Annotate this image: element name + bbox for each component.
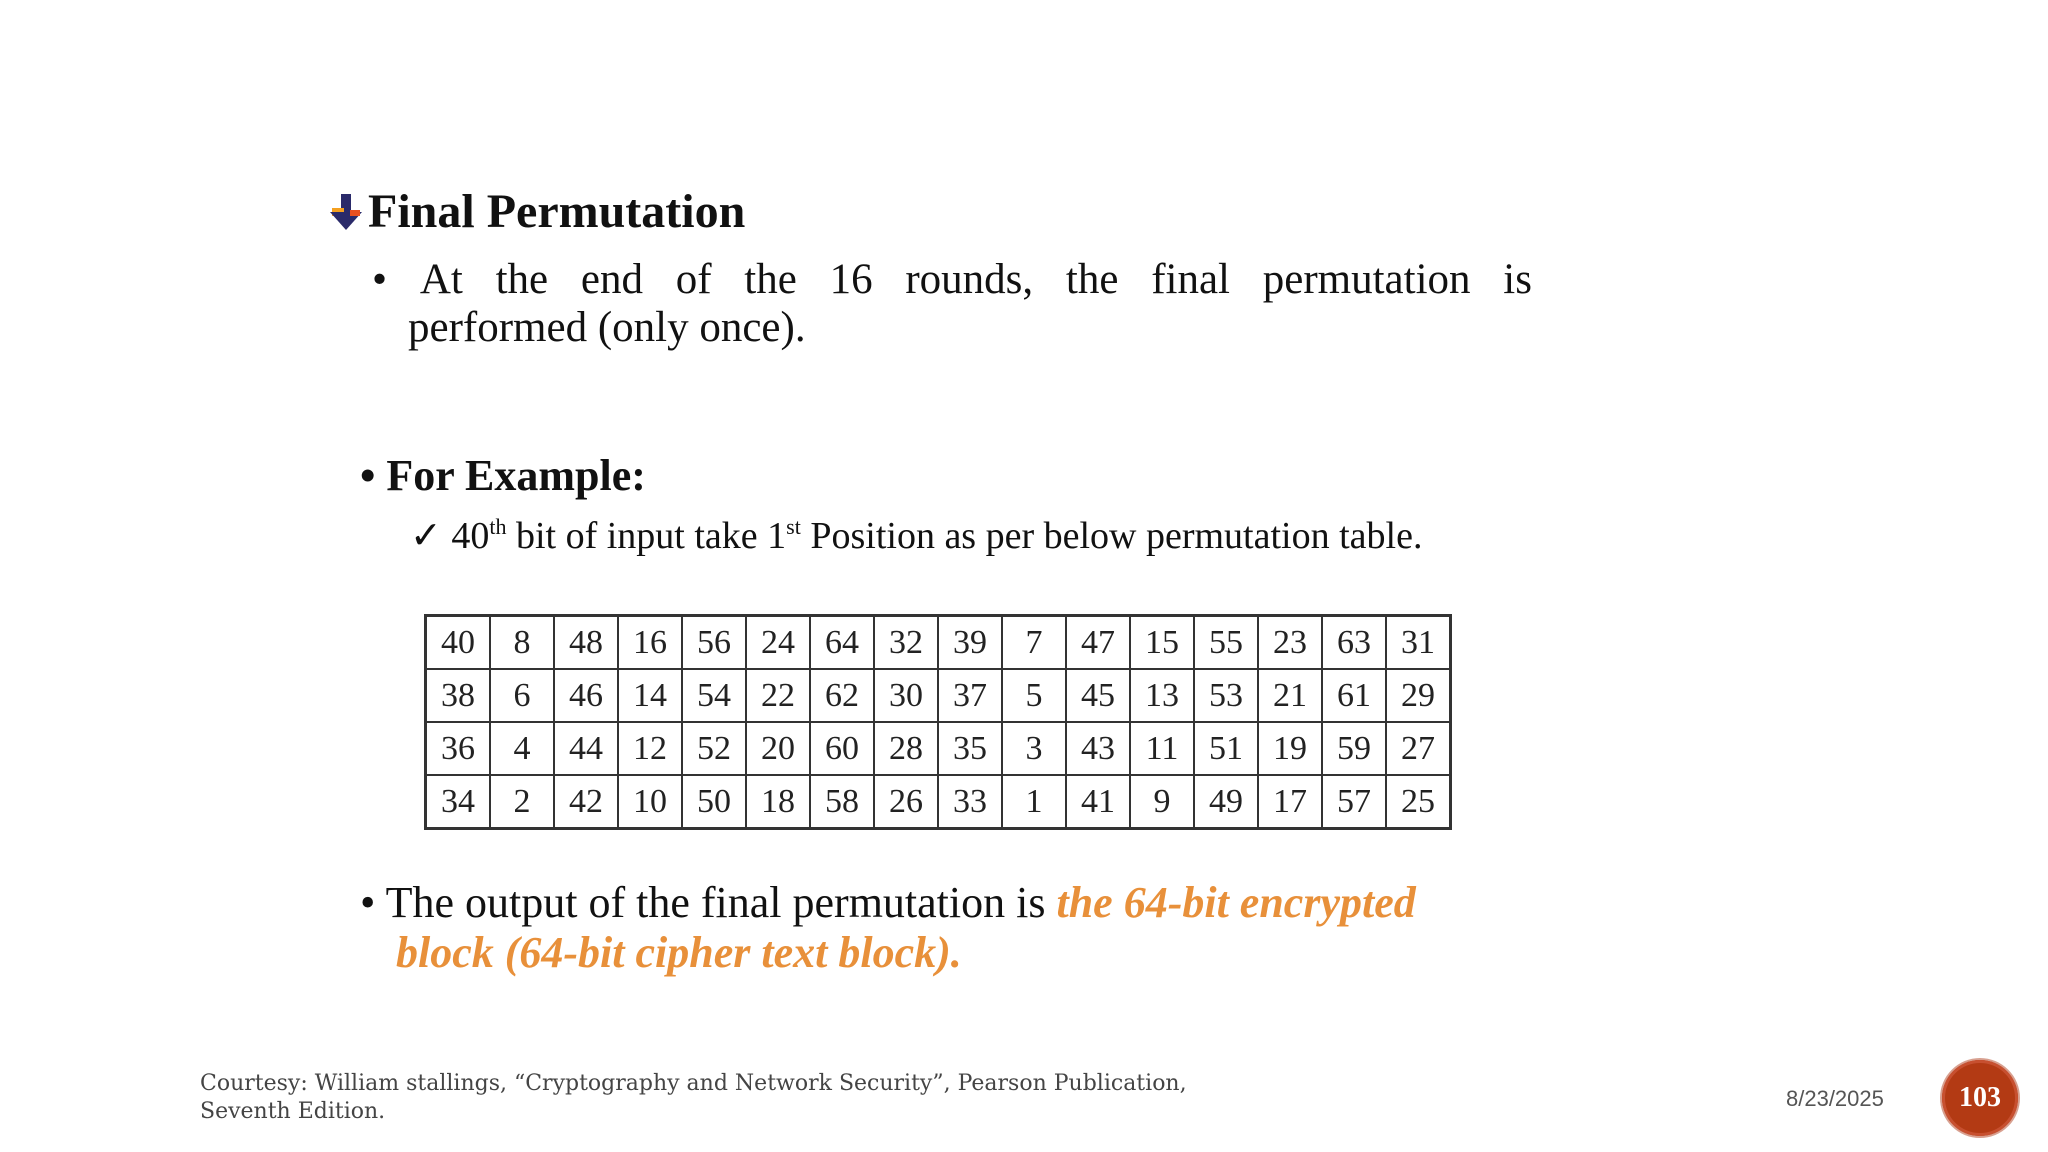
table-row: [426, 616, 1451, 670]
table-cell: 19: [1258, 722, 1322, 775]
example-num: 40: [451, 515, 490, 557]
table-cell: 43: [1066, 722, 1130, 775]
table-cell: 14: [618, 669, 682, 722]
example-sup-th: th: [489, 514, 507, 539]
bullet-rounds-word: permutation: [1262, 256, 1471, 303]
bullet-dot: •: [360, 451, 376, 500]
table-cell: 40: [426, 616, 491, 670]
table-cell: 9: [1130, 775, 1194, 829]
table-cell: 34: [426, 775, 491, 829]
table-cell: 24: [746, 616, 810, 670]
bullet-dot: •: [372, 256, 388, 303]
table-cell: 60: [810, 722, 874, 775]
table-cell: 29: [1386, 669, 1451, 722]
table-cell: 16: [618, 616, 682, 670]
output-highlight-2: block (64-bit cipher text block).: [396, 928, 962, 977]
table-cell: 28: [874, 722, 938, 775]
example-mid: bit of input take 1: [506, 515, 787, 557]
table-cell: 55: [1194, 616, 1258, 670]
example-sup-st: st: [786, 514, 801, 539]
table-cell: 1: [1002, 775, 1066, 829]
table-cell: 61: [1322, 669, 1386, 722]
table-cell: 8: [490, 616, 554, 670]
table-cell: 52: [682, 722, 746, 775]
bullet-rounds-word: is: [1503, 256, 1532, 303]
table-cell: 31: [1386, 616, 1451, 670]
output-plain-text: The output of the final permutation is: [385, 878, 1057, 927]
bullet-rounds: [372, 256, 1532, 352]
table-cell: 15: [1130, 616, 1194, 670]
table-cell: 27: [1386, 722, 1451, 775]
table-cell: 54: [682, 669, 746, 722]
bullet-output-line1: [360, 878, 1540, 928]
table-cell: 13: [1130, 669, 1194, 722]
for-example-label: For Example:: [386, 451, 646, 500]
table-cell: 3: [1002, 722, 1066, 775]
table-cell: 32: [874, 616, 938, 670]
table-cell: 63: [1322, 616, 1386, 670]
table-row: [426, 669, 1451, 722]
table-cell: 7: [1002, 616, 1066, 670]
table-cell: 26: [874, 775, 938, 829]
permutation-table: [424, 614, 1452, 830]
table-cell: 64: [810, 616, 874, 670]
table-row: [426, 775, 1451, 829]
table-cell: 36: [426, 722, 491, 775]
bullet-output-line2: [360, 928, 1540, 978]
table-cell: 30: [874, 669, 938, 722]
table-cell: 12: [618, 722, 682, 775]
table-cell: 10: [618, 775, 682, 829]
table-cell: 39: [938, 616, 1002, 670]
courtesy-line-1: Courtesy: William stallings, “Cryptography and Network Security”, Pearson Publication,: [200, 1071, 1187, 1096]
table-cell: 5: [1002, 669, 1066, 722]
table-cell: 18: [746, 775, 810, 829]
bullet-rounds-word: the: [744, 256, 797, 303]
page-number-badge: [1942, 1060, 2018, 1136]
page-number: 103: [1959, 1082, 2001, 1113]
example-check-item: [410, 508, 1422, 564]
bullet-rounds-word: 16: [829, 256, 873, 303]
heading-text: Final Permutation: [368, 185, 746, 238]
output-highlight-1: the 64-bit encrypted: [1056, 878, 1416, 927]
table-cell: 35: [938, 722, 1002, 775]
table-cell: 4: [490, 722, 554, 775]
courtesy-note: [200, 1070, 1200, 1126]
bullet-rounds-word: the: [495, 256, 549, 303]
table-cell: 20: [746, 722, 810, 775]
table-cell: 17: [1258, 775, 1322, 829]
bullet-rounds-line2: performed (only once).: [408, 304, 806, 351]
down-arrow-bullet-icon: [328, 188, 364, 236]
table-cell: 51: [1194, 722, 1258, 775]
table-cell: 47: [1066, 616, 1130, 670]
table-cell: 44: [554, 722, 618, 775]
table-cell: 50: [682, 775, 746, 829]
table-cell: 37: [938, 669, 1002, 722]
bullet-dot: •: [360, 878, 376, 927]
bullet-for-example: [360, 448, 646, 504]
table-cell: 22: [746, 669, 810, 722]
bullet-rounds-word: the: [1065, 256, 1119, 303]
table-cell: 48: [554, 616, 618, 670]
example-end: Position as per below permutation table.: [800, 515, 1423, 557]
bullet-rounds-word: final: [1151, 256, 1230, 303]
bullet-rounds-word: rounds,: [905, 256, 1034, 303]
table-cell: 6: [490, 669, 554, 722]
table-cell: 49: [1194, 775, 1258, 829]
table-cell: 38: [426, 669, 491, 722]
slide-heading: [328, 180, 745, 244]
slide-date: 8/23/2025: [1786, 1086, 1884, 1111]
table-cell: 56: [682, 616, 746, 670]
bullet-rounds-line1: [372, 256, 1532, 304]
table-cell: 2: [490, 775, 554, 829]
bullet-rounds-word: At: [419, 256, 463, 303]
bullet-rounds-word: of: [675, 256, 712, 303]
table-cell: 46: [554, 669, 618, 722]
table-cell: 62: [810, 669, 874, 722]
table-cell: 11: [1130, 722, 1194, 775]
courtesy-line-2: Seventh Edition.: [200, 1099, 386, 1124]
table-cell: 57: [1322, 775, 1386, 829]
table-cell: 53: [1194, 669, 1258, 722]
bullet-output: [360, 878, 1540, 978]
table-cell: 23: [1258, 616, 1322, 670]
table-cell: 45: [1066, 669, 1130, 722]
table-cell: 59: [1322, 722, 1386, 775]
table-cell: 41: [1066, 775, 1130, 829]
table-cell: 33: [938, 775, 1002, 829]
check-icon: ✓: [410, 515, 442, 557]
table-row: [426, 722, 1451, 775]
table-cell: 21: [1258, 669, 1322, 722]
bullet-rounds-word: end: [580, 256, 643, 303]
table-cell: 58: [810, 775, 874, 829]
table-cell: 42: [554, 775, 618, 829]
table-cell: 25: [1386, 775, 1451, 829]
